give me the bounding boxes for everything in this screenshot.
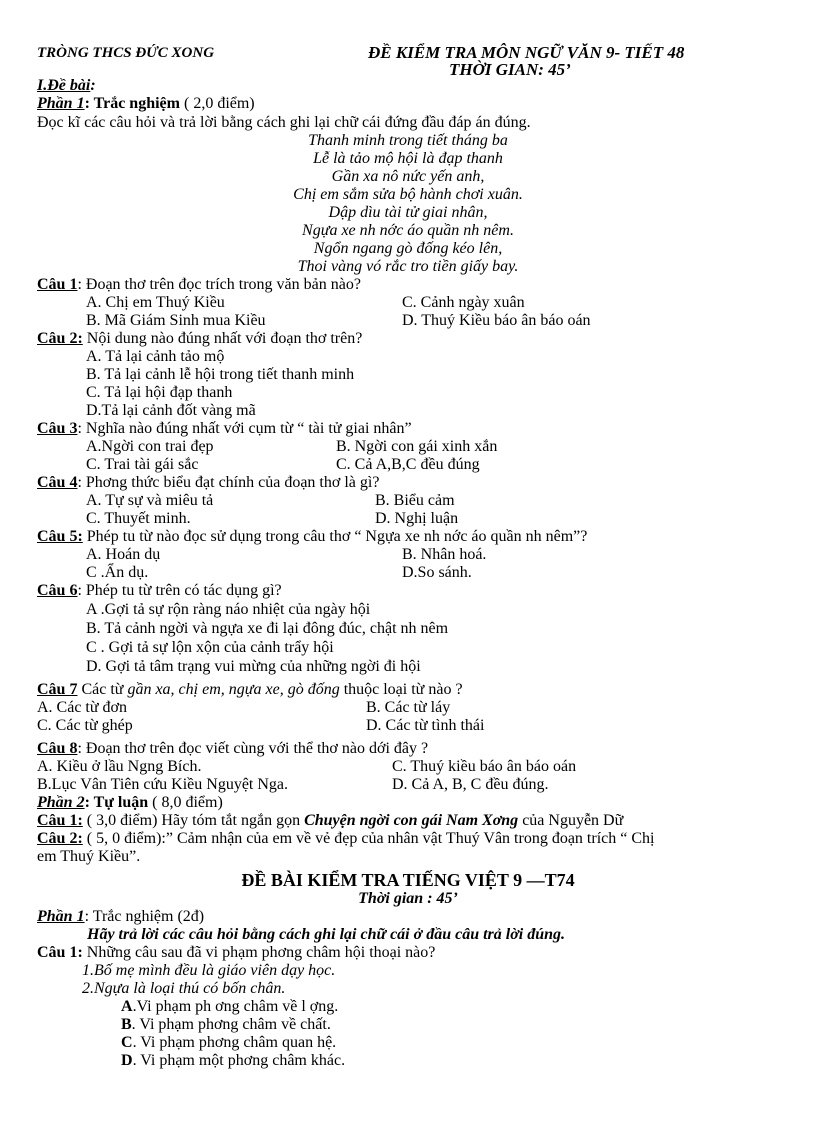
poem-line: Lễ là tảo mộ hội là đạp thanh [313, 150, 503, 167]
poem-line: Thanh minh trong tiết tháng ba [308, 132, 508, 149]
question-label: Câu 1: [37, 944, 83, 961]
option-a: A. Chị em Thuý Kiều [86, 294, 225, 311]
question-label: Câu 1: [37, 812, 83, 829]
option-a: A. Tự sự và miêu tả [86, 492, 214, 509]
question-text: Nội dung nào đúng nhất với đoạn thơ trên? [82, 330, 363, 347]
question-label: Câu 7 [37, 681, 78, 698]
question-text: Những câu sau đã vi phạm phơng châm hội thoại nào? [82, 944, 436, 961]
question-6 [37, 582, 282, 600]
option-d: D. Nghị luận [375, 510, 459, 527]
poem-line: Ngựa xe nh nớc áo quần nh nêm. [302, 222, 514, 239]
essay-question-2 [37, 830, 654, 848]
question-1 [37, 276, 361, 294]
option-a: A. Tả lại cảnh tảo mộ [86, 348, 225, 365]
option-d: D. Thuý Kiều báo ân báo oán [402, 312, 591, 329]
sentence-2: 2.Ngựa là loại thú có bốn chân. [82, 980, 286, 997]
instruction: Đọc kĩ các câu hỏi và trả lời bằng cách ghi lại chữ cái đứng đầu đáp án đúng. [37, 114, 531, 131]
option-letter: D [121, 1052, 133, 1069]
exam2-part1-heading [37, 908, 204, 926]
part1-text: : Trắc nghiệm (2đ) [84, 908, 205, 925]
option-a: A. Kiều ở lầu Ngng Bích. [37, 758, 202, 775]
option-c: C. Tả lại hội đạp thanh [86, 384, 233, 401]
part1-points: ( 2,0 điểm) [179, 95, 255, 112]
option-c: C. Thuyết minh. [86, 510, 191, 527]
poem-line: Dập dìu tài tử giai nhân, [328, 204, 488, 221]
question-label: Câu 5: [37, 528, 83, 545]
option-d: C. Cả A,B,C đều đúng [336, 456, 480, 473]
option-b: B. Nhân hoá. [402, 546, 487, 563]
poem-line: Ngổn ngang gò đống kéo lên, [313, 240, 503, 257]
part2-label: Phần 2 [37, 794, 85, 811]
question-text: Phép tu từ nào đọc sử dụng trong câu thơ “ Ngựa xe nh nớc áo quần nh nêm”? [82, 528, 588, 545]
option-b: B. Mã Giám Sinh mua Kiều [86, 312, 266, 329]
question-text: ( 5, 0 điểm):” Cảm nhận của em về vẻ đẹp của nhân vật Thuý Vân trong đoạn trích “ Chị [82, 830, 655, 847]
option-c: C . Gợi tả sự lộn xộn của cảnh trẩy hội [86, 639, 334, 656]
question-label: Câu 2: [37, 330, 83, 347]
option-letter: A [121, 998, 133, 1015]
part2-heading [37, 794, 223, 812]
option-b: B. Ngời con gái xinh xắn [336, 438, 498, 455]
question-7 [37, 681, 463, 699]
option-b: B.Lục Vân Tiên cứu Kiều Nguyệt Nga. [37, 776, 289, 793]
option-b: B. Các từ láy [366, 699, 451, 716]
question-text-post: thuộc loại từ nào ? [339, 681, 463, 698]
option-c: C. Các từ ghép [37, 717, 133, 734]
question-4 [37, 474, 379, 492]
question-text-pre: Các từ [77, 681, 128, 698]
option-b [121, 1016, 331, 1034]
option-d: D. Cả A, B, C đều đúng. [392, 776, 549, 793]
option-d [121, 1052, 345, 1070]
part1-title: : Trắc nghiệm [84, 95, 180, 112]
question-label: Câu 6 [37, 582, 78, 599]
exam2-instruction: Hãy trả lời các câu hỏi bằng cách ghi lại chữ cái ở đầu câu trả lời đúng. [87, 926, 566, 943]
question-text-italic: gần xa, chị em, ngựa xe, gò đống [127, 681, 340, 698]
option-text: .Vi phạm ph ơng châm về l ợng. [132, 998, 339, 1015]
option-c: C .Ẩn dụ. [86, 564, 149, 581]
de-bai-label: I.Đề bài [37, 77, 91, 94]
part1-heading [37, 95, 255, 113]
school-name: TRÒNG THCS ĐỨC XONG [37, 45, 215, 61]
option-b: B. Biểu cảm [375, 492, 455, 509]
part1-label: Phần 1 [37, 95, 85, 112]
option-a: A. Các từ đơn [37, 699, 128, 716]
option-d: D. Các từ tình thái [366, 717, 485, 734]
exam2-title: ĐỀ BÀI KIỂM TRA TIẾNG VIỆT 9 —T74 [241, 870, 575, 890]
question-label: Câu 2: [37, 830, 83, 847]
question-2 [37, 330, 362, 348]
option-letter: C [121, 1034, 133, 1051]
question-label: Câu 1 [37, 276, 78, 293]
question-text-pre: ( 3,0 điểm) Hãy tóm tắt ngắn gọn [82, 812, 305, 829]
option-text: . Vi phạm một phơng châm khác. [132, 1052, 346, 1069]
question-text: : Đoạn thơ trên đọc viết cùng với thể thơ nào dới đây ? [77, 740, 429, 757]
exam2-time: Thời gian : 45’ [358, 890, 458, 907]
exam2-question-1 [37, 944, 435, 962]
question-label: Câu 3 [37, 420, 78, 437]
question-5 [37, 528, 587, 546]
question-text: : Phơng thức biểu đạt chính của đoạn thơ là gì? [77, 474, 380, 491]
sentence-1: 1.Bố mẹ mình đều là giáo viên dạy học. [82, 962, 336, 979]
option-d: D.So sánh. [402, 564, 472, 581]
question-label: Câu 4 [37, 474, 78, 491]
poem-line: Gần xa nô nức yến anh, [331, 168, 485, 185]
option-d: D.Tả lại cảnh đốt vàng mã [86, 402, 256, 419]
part1-label: Phần 1 [37, 908, 85, 925]
option-c: C. Trai tài gái sắc [86, 456, 199, 473]
question-8 [37, 740, 428, 758]
option-text: . Vi phạm phơng châm về chất. [131, 1016, 331, 1033]
essay-question-2-cont: em Thuý Kiều”. [37, 848, 141, 865]
option-letter: B [121, 1016, 132, 1033]
option-c: C. Cảnh ngày xuân [402, 294, 525, 311]
part2-title: : Tự luận [84, 794, 149, 811]
essay-question-1 [37, 812, 623, 830]
question-text: : Nghĩa nào đúng nhất với cụm từ “ tài tử giai nhân” [77, 420, 412, 437]
de-bai-heading: I.Đề bài: [37, 77, 96, 94]
poem-line: Thoi vàng vó rắc tro tiền giấy bay. [297, 258, 519, 275]
part2-points: ( 8,0 điểm) [148, 794, 223, 811]
question-text: : Phép tu từ trên có tác dụng gì? [77, 582, 282, 599]
question-text: : Đoạn thơ trên đọc trích trong văn bản nào? [77, 276, 361, 293]
question-3 [37, 420, 412, 438]
poem-line: Chị em sắm sửa bộ hành chơi xuân. [293, 186, 523, 203]
question-text-post: của Nguyễn Dữ [518, 812, 624, 829]
exam-time: THỜI GIAN: 45’ [449, 60, 571, 79]
story-title: Chuyện ngời con gái Nam Xơng [304, 812, 519, 829]
option-b: B. Tả cảnh ngời và ngựa xe đi lại đông đúc, chật nh nêm [86, 620, 449, 637]
option-a [121, 998, 338, 1016]
question-label: Câu 8 [37, 740, 78, 757]
option-a: A. Hoán dụ [86, 546, 161, 563]
option-c: C. Thuý kiều báo ân báo oán [392, 758, 577, 775]
option-d: D. Gợi tả tâm trạng vui mừng của những ngời đi hội [86, 658, 421, 675]
option-text: . Vi phạm phơng châm quan hệ. [132, 1034, 337, 1051]
option-a: A.Ngời con trai đẹp [86, 438, 214, 455]
option-c [121, 1034, 336, 1052]
option-b: B. Tả lại cảnh lễ hội trong tiết thanh minh [86, 366, 355, 383]
exam-title: ĐỀ KIỂM TRA MÔN NGỮ VĂN 9- TIẾT 48 [368, 43, 685, 62]
option-a: A .Gợi tả sự rộn ràng náo nhiệt của ngày hội [86, 601, 371, 618]
